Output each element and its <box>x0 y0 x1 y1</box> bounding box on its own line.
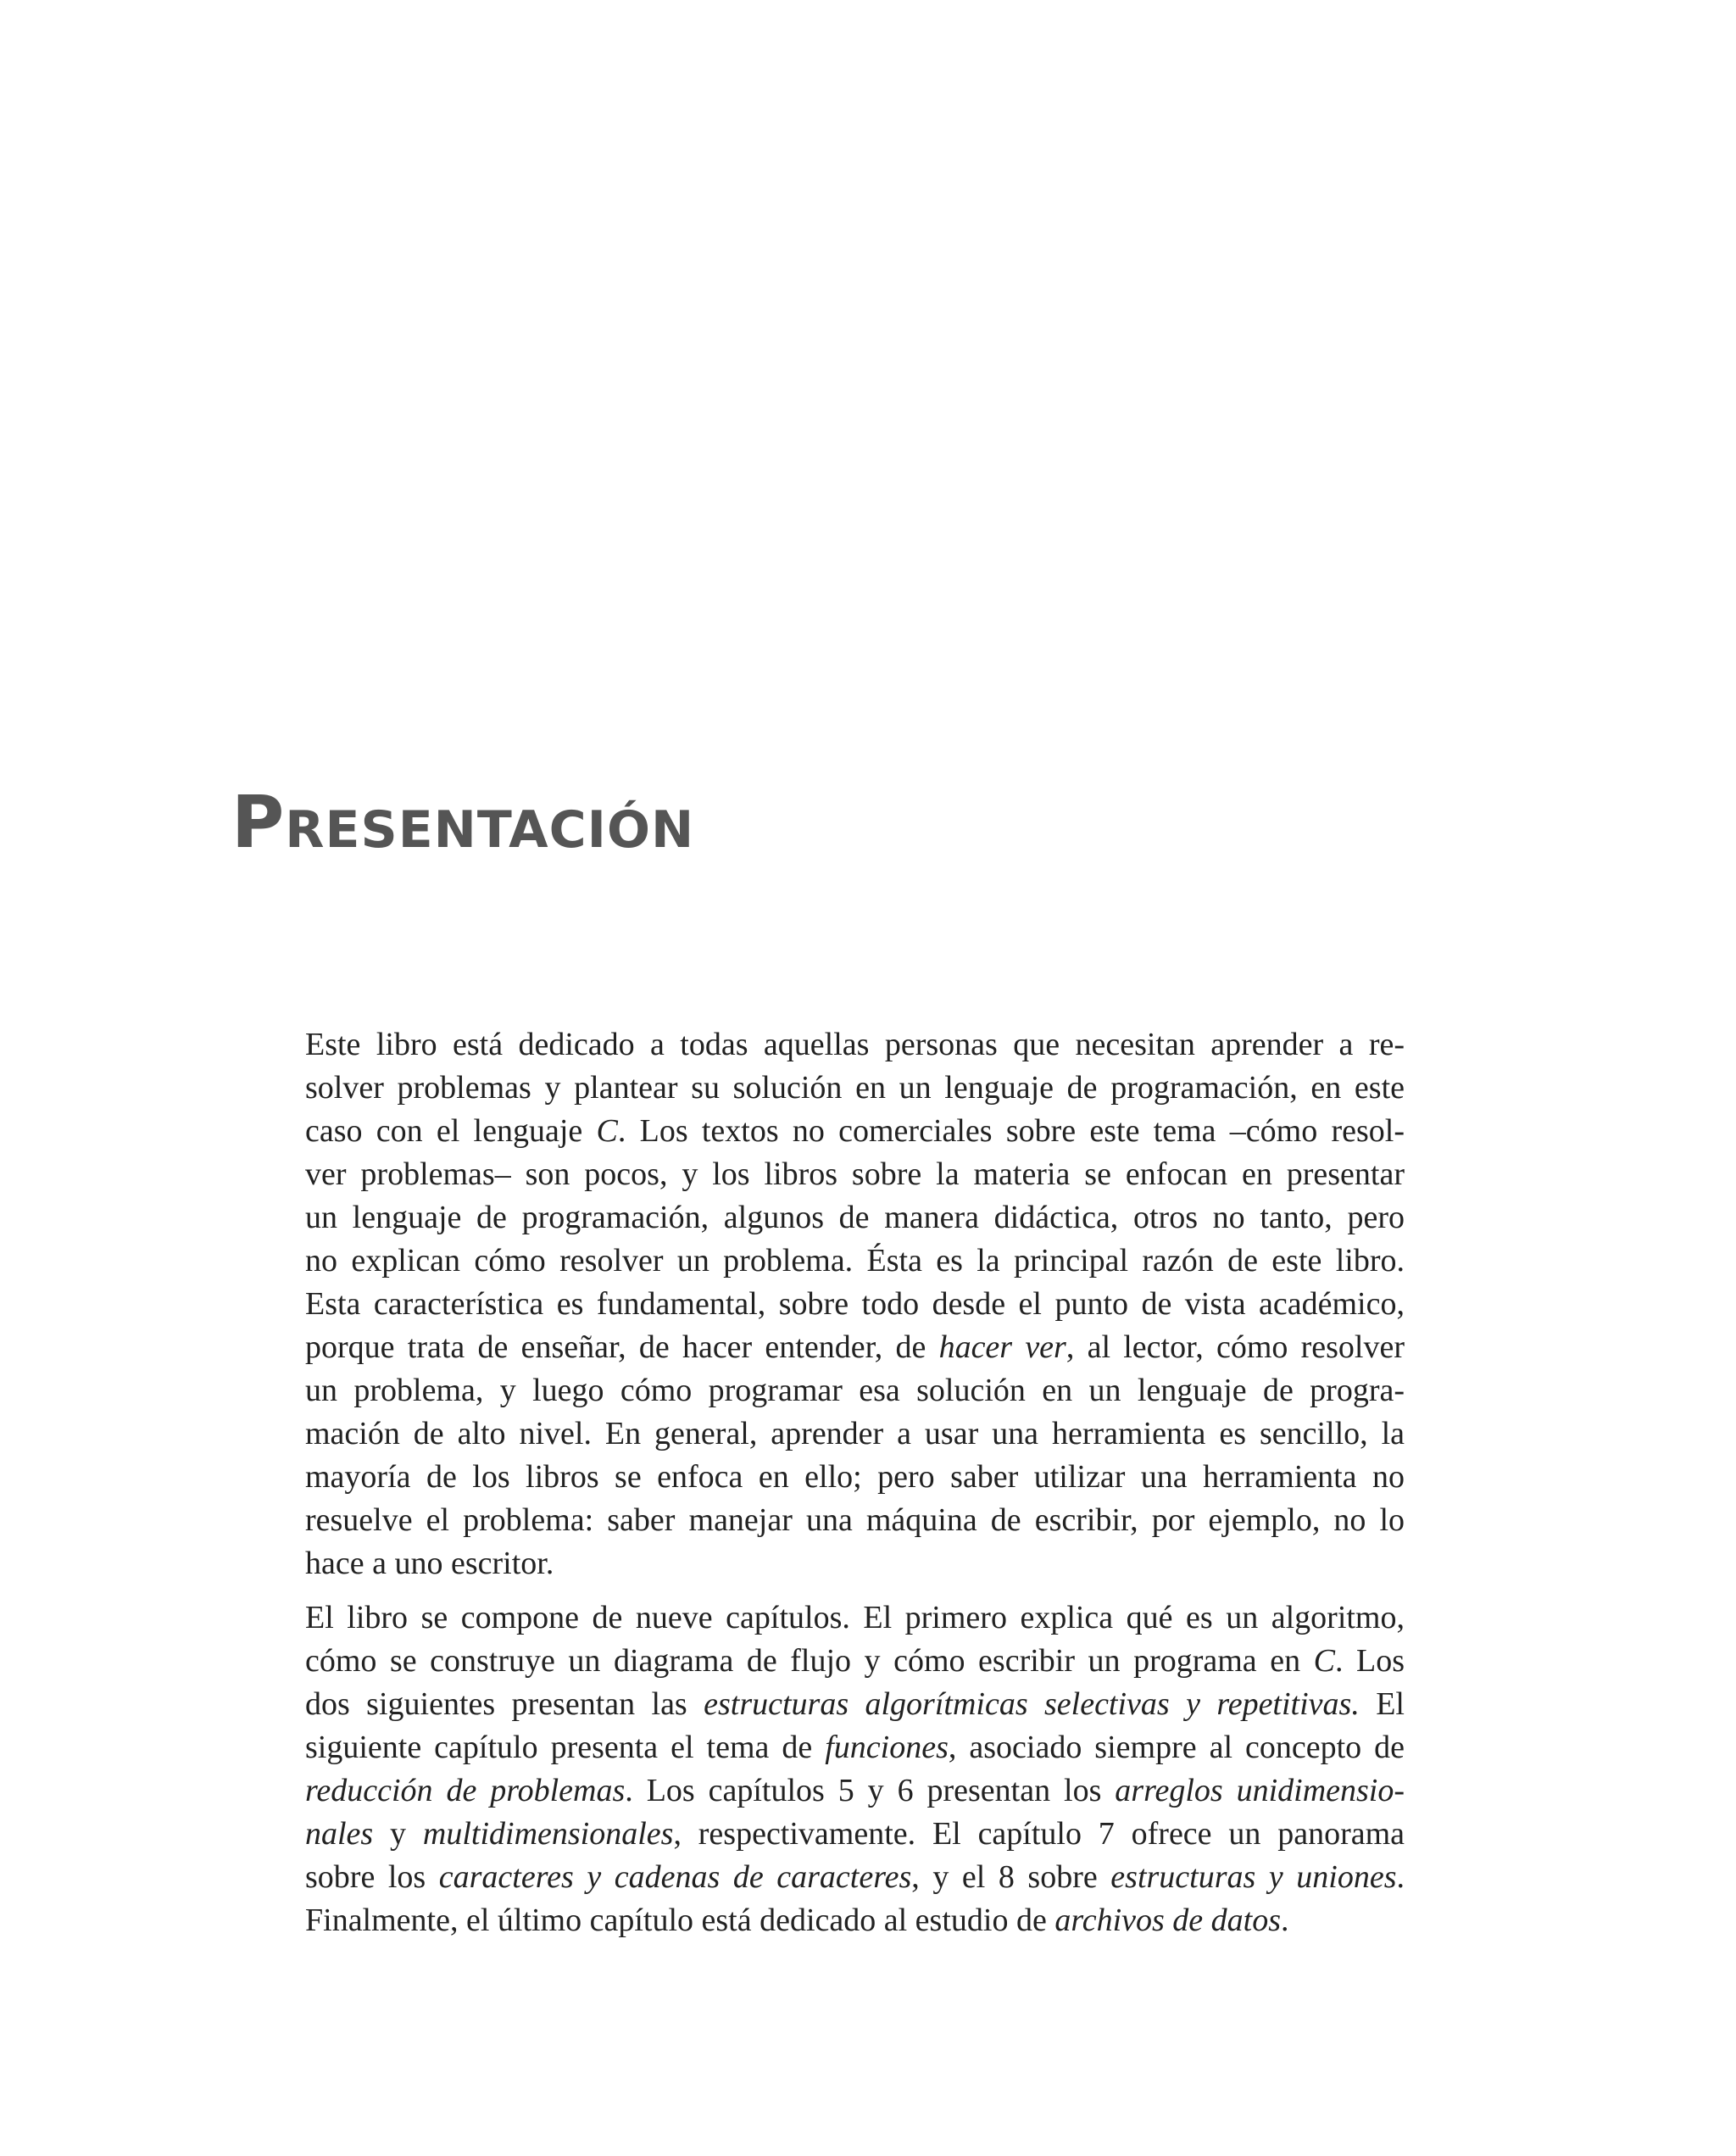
text-run: hace a uno escritor. <box>305 1546 554 1581</box>
text-line <box>305 1769 1405 1813</box>
text-run: resuelve el problema: saber manejar una máquina de escribir, por ejemplo, no lo <box>305 1502 1405 1538</box>
body-text <box>305 1023 1405 1942</box>
text-run: , asociado siempre al concepto de <box>948 1730 1405 1765</box>
text-run: . Los <box>1334 1643 1405 1679</box>
text-run: caso con el lenguaje <box>305 1113 597 1149</box>
text-line <box>305 1369 1405 1412</box>
italic-text: caracteres y cadenas de caracteres <box>438 1859 912 1895</box>
italic-text: archivos de datos <box>1054 1903 1281 1938</box>
text-run: El <box>1359 1686 1405 1722</box>
text-line <box>305 1456 1405 1499</box>
text-run: mayoría de los libros se enfoca en ello; pero saber utilizar una herramienta no <box>305 1459 1405 1495</box>
text-run: un lenguaje de programación, algunos de manera didáctica, otros no tanto, pero <box>305 1200 1405 1235</box>
text-line <box>305 1640 1405 1683</box>
paragraph <box>305 1023 1405 1585</box>
text-line <box>305 1412 1405 1456</box>
text-run: ver problemas– son pocos, y los libros sobre la materia se enfocan en presentar <box>305 1156 1405 1192</box>
text-line <box>305 1899 1405 1942</box>
text-line <box>305 1196 1405 1240</box>
italic-text: estructuras y uniones <box>1110 1859 1397 1895</box>
text-run: porque trata de enseñar, de hacer entender, de <box>305 1329 939 1365</box>
text-line <box>305 1067 1405 1110</box>
text-run: . <box>1396 1859 1405 1895</box>
page-title: Presentación <box>231 781 695 865</box>
text-line <box>305 1813 1405 1856</box>
text-run: siguiente capítulo presenta el tema de <box>305 1730 826 1765</box>
text-run: sobre los <box>305 1859 439 1895</box>
italic-text: estructuras algorítmicas selectivas y repetitivas. <box>704 1686 1360 1722</box>
paragraph <box>305 1596 1405 1942</box>
text-line <box>305 1499 1405 1542</box>
italic-text: multidimensionales <box>422 1816 674 1852</box>
italic-text: C <box>1313 1643 1335 1679</box>
text-line <box>305 1726 1405 1769</box>
text-run: , respectivamente. El capítulo 7 ofrece un panorama <box>673 1816 1405 1852</box>
text-run: , y el 8 sobre <box>911 1859 1111 1895</box>
italic-text: funciones <box>825 1730 949 1765</box>
text-line <box>305 1283 1405 1326</box>
text-run: Este libro está dedicado a todas aquellas personas que necesitan aprender a re- <box>305 1027 1405 1062</box>
text-line <box>305 1153 1405 1196</box>
text-run: . <box>1281 1903 1289 1938</box>
text-run: . Los textos no comerciales sobre este tema –cómo resol- <box>617 1113 1405 1149</box>
text-line <box>305 1110 1405 1153</box>
text-run: Finalmente, el último capítulo está dedicado al estudio de <box>305 1903 1055 1938</box>
text-run: mación de alto nivel. En general, aprender a usar una herramienta es sencillo, la <box>305 1416 1405 1451</box>
text-line <box>305 1240 1405 1283</box>
text-run: dos siguientes presentan las <box>305 1686 704 1722</box>
text-run: solver problemas y plantear su solución en un lenguaje de programación, en este <box>305 1070 1405 1106</box>
text-run: no explican cómo resolver un problema. Ésta es la principal razón de este libro. <box>305 1243 1405 1279</box>
italic-text: nales <box>305 1816 374 1852</box>
italic-text: C <box>596 1113 618 1149</box>
text-line <box>305 1326 1405 1369</box>
text-line <box>305 1596 1405 1640</box>
text-run: cómo se construye un diagrama de flujo y cómo escribir un programa en <box>305 1643 1314 1679</box>
text-line <box>305 1856 1405 1899</box>
italic-text: hacer ver <box>938 1329 1066 1365</box>
text-line <box>305 1023 1405 1067</box>
text-run: El libro se compone de nueve capítulos. El primero explica qué es un algoritmo, <box>305 1600 1405 1635</box>
text-run: . Los capítulos 5 y 6 presentan los <box>625 1773 1116 1808</box>
italic-text: arreglos unidimensio- <box>1115 1773 1405 1808</box>
text-run: Esta característica es fundamental, sobre todo desde el punto de vista académico, <box>305 1286 1405 1322</box>
text-run: un problema, y luego cómo programar esa solución en un lenguaje de progra- <box>305 1373 1405 1408</box>
italic-text: reducción de problemas <box>305 1773 626 1808</box>
text-line <box>305 1542 1405 1585</box>
text-run: y <box>373 1816 423 1852</box>
text-run: , al lector, cómo resolver <box>1066 1329 1405 1365</box>
text-line <box>305 1683 1405 1726</box>
